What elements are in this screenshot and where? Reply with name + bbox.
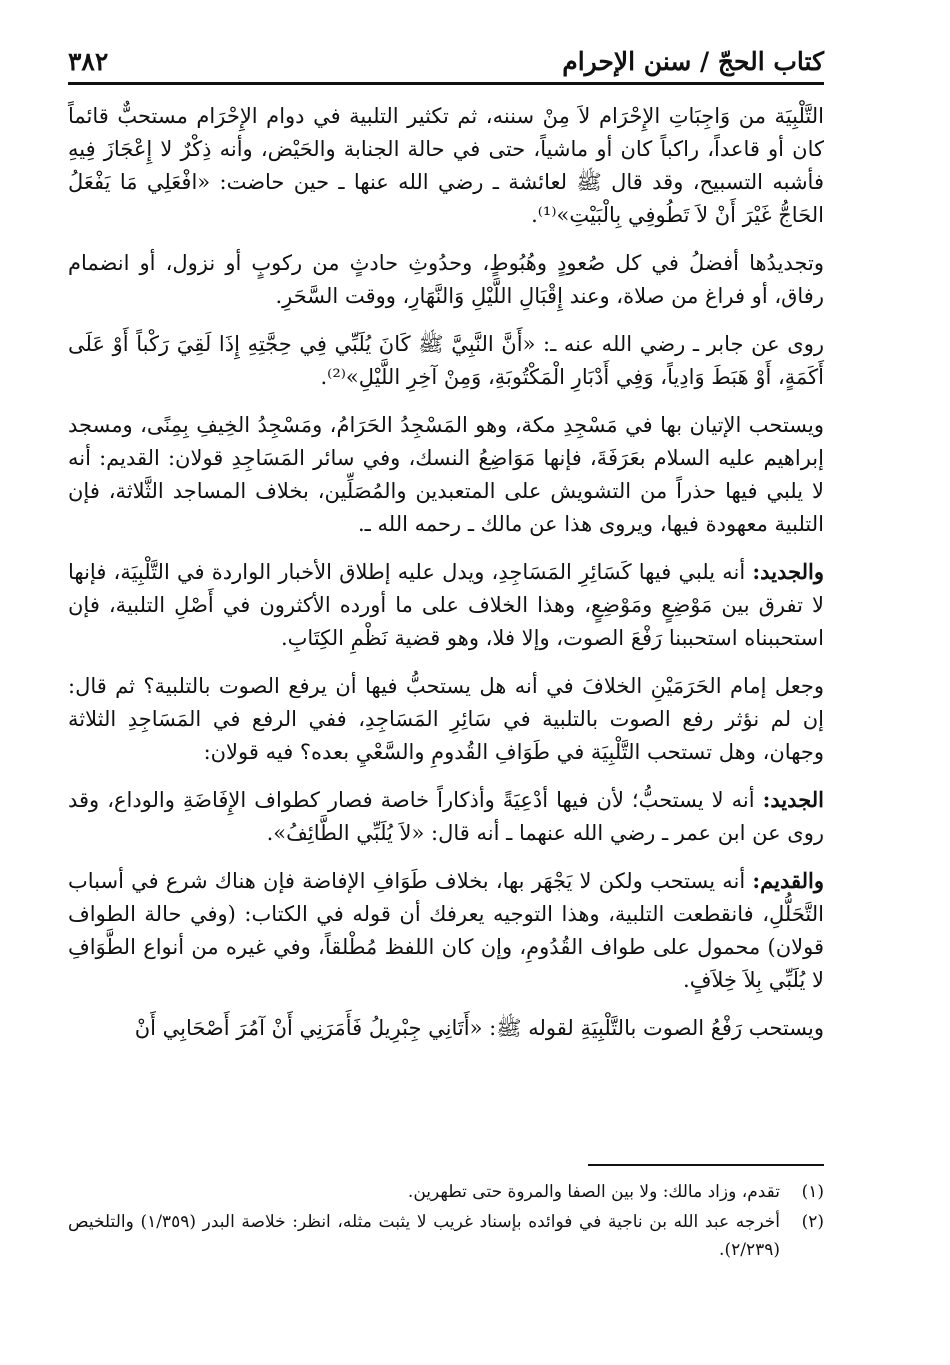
- paragraph: [68, 669, 824, 769]
- footnote: [68, 1208, 824, 1264]
- footnote-separator: [588, 1164, 824, 1166]
- footnote: [68, 1178, 824, 1206]
- paragraph: [68, 246, 824, 313]
- paragraph: [68, 864, 824, 997]
- header-rule: [68, 82, 824, 85]
- paragraph-text: ويستحب رَفْعُ الصوت بالتَّلْبِيَةِ لقوله ﷺ: «أَتَانِي جِبْرِيلُ فَأَمَرَنِي أَنْ آمُرَ أَصْحَابِي أَنْ: [134, 1016, 824, 1040]
- paragraph-text: أنه لا يستحبُّ؛ لأن فيها أدْعِيَةً وأذكاراً خاصة فصار كطواف الإِفَاضَةِ والوداع، وقد روى عن ابن عمر ـ رضي الله عنهما ـ أنه قال: «لاَ يُلَبِّي الطَّائِفُ».: [68, 788, 824, 845]
- footnote-number: (٢): [801, 1212, 824, 1232]
- paragraph-text: أنه يستحب ولكن لا يَجْهَر بها، بخلاف طَوَافِ الإفاضة فإن هناك شرع في أسباب التَّحَلُّلِ، فانقطعت التلبية، وهذا التوجيه يعرفك أن قوله في الكتاب: (وفي حالة الطواف قولان) محمول على طواف القُدُومِ، وإن كان اللفظ مُطْلقاً، وفي غيره من أنواع الطَّوَافِ لا يُلَبِّي بِلاَ خِلاَفٍ.: [68, 869, 824, 992]
- paragraph-lead: والقديم:: [752, 868, 824, 893]
- paragraph-text: روى عن جابر ـ رضي الله عنه ـ: «أَنَّ النَّبِيَّ ﷺ كَانَ يُلَبِّي فِي حِجَّتِهِ إِذَا لَقِيَ رَكْباً أَوْ عَلَى أَكَمَةٍ، أَوْ هَبَطَ وَادِياً، وَفِي أَدْبَارِ الْمَكْتُوبَةِ، وَمِنْ آخِرِ اللَّيْلِ»⁽²⁾.: [68, 332, 824, 389]
- paragraph: [68, 327, 824, 394]
- footnotes: [68, 1178, 824, 1266]
- paragraph: [68, 1011, 824, 1045]
- paragraph-text: التَّلْبِيَة من وَاجِبَاتِ الإِحْرَام لاَ مِنْ سننه، ثم تكثير التلبية في دوام الإِحْرَام مستحبٌّ قائماً كان أو قاعداً، راكباً كان أو ماشياً، حتى في حالة الجنابة والحَيْض، وأنه ذِكْرٌ لا إِعْجَازَ فِيهِ فأشبه التسبيح، وقد قال ﷺ لعائشة ـ رضي الله عنها ـ حين حاضت: «افْعَلِي مَا يَفْعَلُ الحَاجُّ غَيْرَ أَنْ لاَ تَطُوفِي بِالْبَيْتِ»⁽¹⁾.: [68, 104, 824, 227]
- main-text: [68, 99, 824, 1045]
- paragraph: [68, 408, 824, 541]
- paragraph-text: وتجديدُها أفضلُ في كل صُعودٍ وهُبُوطٍ، وحدُوثِ حادثٍ من ركوبٍ أو نزول، أو انضمام رفاق، أو فراغ من صلاة، وعند إِقْبَالِ اللَّيْلِ وَالنَّهَارِ، ووقت السَّحَرِ.: [68, 251, 824, 308]
- paragraph-text: أنه يلبي فيها كَسَائِرِ المَسَاجِدِ، ويدل عليه إطلاق الأخبار الواردة في التَّلْبِيَة، فإنها لا تفرق بين مَوْضِعٍ ومَوْضِعٍ، وهذا الخلاف على ما أورده الأكثرون في أَصْلِ التلبية، فإن استحببناه استحببنا رَفْعَ الصوت، وإلا فلا، وهو قضية نَظْمِ الكِتَابِ.: [68, 560, 824, 650]
- book-page: [68, 28, 824, 1328]
- paragraph: [68, 783, 824, 850]
- footnote-text: تقدم، وزاد مالك: ولا بين الصفا والمروة حتى تطهرين.: [407, 1182, 780, 1202]
- paragraph-lead: والجديد:: [752, 559, 824, 584]
- page-number: ٣٨٢: [68, 47, 109, 76]
- paragraph: [68, 99, 824, 232]
- paragraph: [68, 555, 824, 655]
- running-header: [68, 28, 824, 76]
- paragraph-text: وجعل إمام الحَرَمَيْنِ الخلافَ في أنه هل يستحبُّ فيها أن يرفع الصوت بالتلبية؟ ثم قال: إن لم نؤثر رفع الصوت بالتلبية في سَائِرِ المَسَاجِدِ، ففي الرفع في المَسَاجِدِ الثلاثة وجهان، وهل تستحب التَّلْبِيَة في طَوَافِ القُدومِ والسَّعْيِ بعده؟ فيه قولان:: [68, 674, 824, 764]
- paragraph-lead: الجديد:: [762, 787, 824, 812]
- running-title: كتاب الحجّ / سنن الإحرام: [562, 47, 824, 76]
- paragraph-text: ويستحب الإتيان بها في مَسْجِدِ مكة، وهو المَسْجِدُ الحَرَامُ، ومَسْجِدُ الخِيفِ بِمِنًى، ومسجد إبراهيم عليه السلام بعَرَفَةَ، فإنها مَوَاضِعُ النسك، وفي سائر المَسَاجِدِ قولان: القديم: أنه لا يلبي فيها حذراً من التشويش على المتعبدين والمُصَلِّين، بخلاف المساجد الثَّلاثة، فإن التلبية معهودة فيها، ويروى هذا عن مالك ـ رحمه الله ـ.: [68, 413, 824, 536]
- footnote-number: (١): [801, 1182, 824, 1202]
- footnote-text: أخرجه عبد الله بن ناجية في فوائده بإسناد غريب لا يثبت مثله، انظر: خلاصة البدر (١/٣٥٩) والتلخيص (٢/٢٣٩).: [68, 1212, 780, 1260]
